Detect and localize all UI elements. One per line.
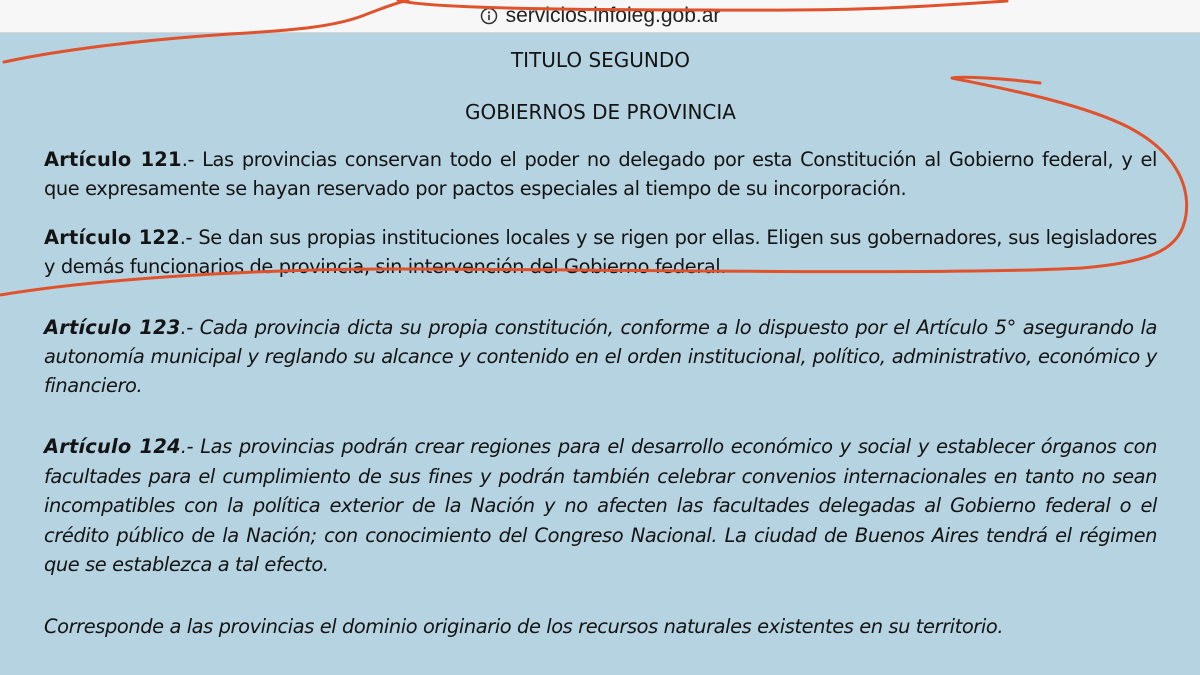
article-separator: .-	[180, 435, 201, 458]
article-title: Artículo 124	[44, 435, 181, 458]
browser-url-bar[interactable]	[0, 0, 1200, 33]
url-text[interactable]: servicios.infoleg.gob.ar	[505, 4, 721, 27]
article-title: Artículo 121	[44, 148, 182, 171]
article-text: Se dan sus propias instituciones locales y se rigen por ellas. Eligen sus gobernadores, sus legisladores y demás funcionarios de provincia, sin intervención del Gobierno federal.	[44, 226, 1158, 278]
article-122	[44, 223, 1157, 281]
info-icon[interactable]	[480, 7, 498, 25]
article-text: Las provincias conservan todo el poder no delegado por esta Constitución al Gobierno federal, y el que expresamente se hayan reservado por pactos especiales al tiempo de su incorporación.	[44, 148, 1157, 200]
cutoff-paragraph: Corresponde a las provincias el dominio originario de los recursos naturales existentes en su territorio.	[44, 614, 1004, 638]
article-text: Las provincias podrán crear regiones para el desarrollo económico y social y establecer órganos con facultades para el cumplimiento de sus fines y podrán también celebrar convenios internacionales en tanto no sean incompatibles con la política exterior de la Nación y no afecten las facultades delegadas al Gobierno federal o el crédito público de la Nación; con conocimiento del Congreso Nacional. La ciudad de Buenos Aires tendrá el régimen que se establezca a tal efecto.	[44, 435, 1157, 577]
article-separator: .-	[181, 148, 203, 171]
article-124	[44, 432, 1157, 580]
article-separator: .-	[179, 226, 199, 249]
article-text: Cada provincia dicta su propia constitución, conforme a lo dispuesto por el Artículo 5° asegurando la autonomía municipal y reglando su alcance y contenido en el orden institucional, político, administrativo, económico y financiero.	[44, 316, 1157, 397]
article-title: Artículo 123	[44, 316, 181, 339]
document-body	[44, 33, 1157, 660]
section-title: TITULO SEGUNDO	[510, 48, 691, 72]
article-separator: .-	[180, 316, 200, 339]
article-123	[44, 313, 1157, 400]
article-121	[44, 145, 1157, 203]
section-subtitle: GOBIERNOS DE PROVINCIA	[465, 100, 736, 124]
article-title: Artículo 122	[44, 226, 180, 249]
